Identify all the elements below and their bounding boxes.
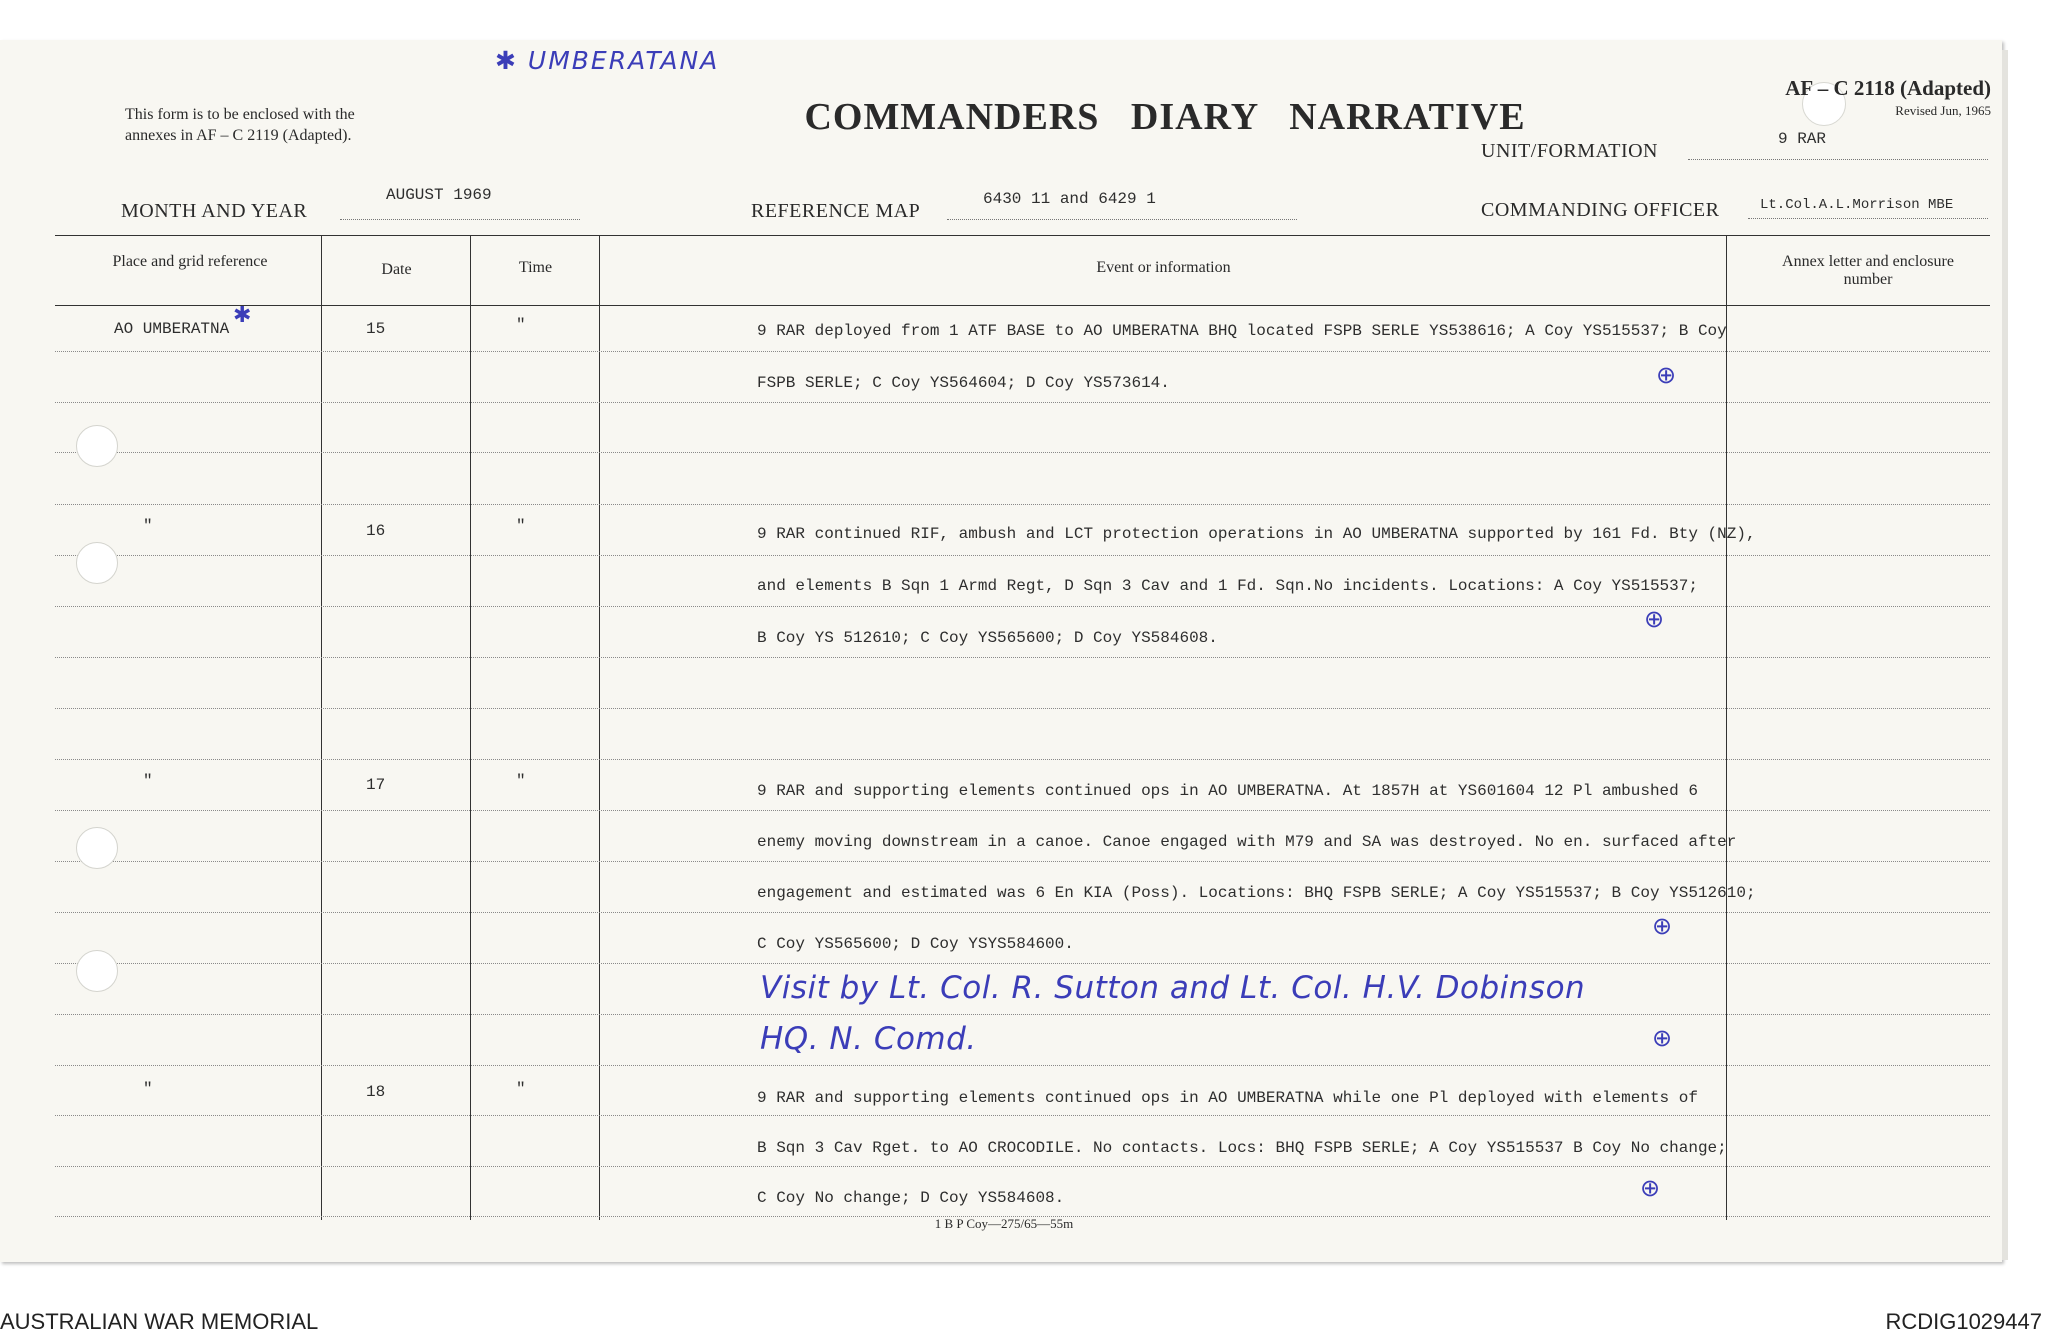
commanding-officer-label: COMMANDING OFFICER	[1481, 199, 1720, 221]
event-line: 9 RAR deployed from 1 ATF BASE to AO UMBERATNA BHQ located FSPB SERLE YS538616; A Coy YS515537; B Coy	[757, 322, 1727, 340]
entry-event-text	[757, 1085, 1727, 1211]
table-header-rule	[55, 305, 1990, 306]
asterisk-mark: ✱	[233, 303, 252, 328]
archive-record-id: RCDIG1029447	[1885, 1309, 2042, 1334]
map-dotted-line	[947, 218, 1297, 220]
month-year-value: AUGUST 1969	[386, 186, 492, 204]
reference-map-value: 6430 11 and 6429 1	[983, 190, 1156, 208]
event-line: and elements B Sqn 1 Armd Regt, D Sqn 3 Cav and 1 Fd. Sqn.No incidents. Locations: A Coy YS515537;	[757, 577, 1698, 595]
entry-place: "	[143, 772, 153, 790]
event-line: C Coy No change; D Coy YS584608.	[757, 1189, 1065, 1207]
column-header-date: Date	[381, 261, 412, 278]
entry-time: "	[516, 1080, 526, 1098]
entry-event-text	[757, 778, 1756, 957]
event-line: enemy moving downstream in a canoe. Canoe engaged with M79 and SA was destroyed. No en. surfaced after	[757, 833, 1737, 851]
column-header-annex: Annex letter and enclosure number	[1782, 253, 1954, 288]
entry-date: 18	[366, 1083, 386, 1101]
ruled-line	[55, 708, 1990, 709]
punch-hole	[76, 425, 118, 467]
entry-place: "	[143, 517, 153, 535]
handwritten-visit-note: Visit by Lt. Col. R. Sutton and Lt. Col. H.V. Dobinson	[760, 970, 1586, 1006]
form-number: AF – C 2118 (Adapted)	[1785, 76, 1991, 100]
handwritten-visit-note-hq: HQ. N. Comd.	[760, 1021, 977, 1057]
co-dotted-line	[1748, 217, 1988, 219]
column-divider-time-event	[599, 235, 600, 1220]
diary-form-sheet	[0, 40, 2002, 1262]
event-line: 9 RAR continued RIF, ambush and LCT protection operations in AO UMBERATNA supported by 161 Fd. Bty (NZ),	[757, 525, 1756, 543]
event-line: B Coy YS 512610; C Coy YS565600; D Coy YS584608.	[757, 629, 1218, 647]
ruled-line	[55, 452, 1990, 453]
table-top-rule	[55, 235, 1990, 236]
unit-value: 9 RAR	[1778, 130, 1827, 148]
entry-date: 16	[366, 522, 386, 540]
entry-event-text	[757, 521, 1756, 651]
entry-place: AO UMBERATNA	[114, 320, 230, 338]
ruled-line	[55, 504, 1990, 505]
form-title: COMMANDERS DIARY NARRATIVE	[804, 96, 1526, 138]
initials-mark: ⊕	[1644, 605, 1665, 633]
event-line: B Sqn 3 Cav Rget. to AO CROCODILE. No contacts. Locs: BHQ FSPB SERLE; A Coy YS515537 B Coy No change;	[757, 1139, 1727, 1157]
ruled-line	[55, 1065, 1990, 1066]
entry-event-text	[757, 318, 1727, 396]
column-header-time: Time	[518, 259, 553, 276]
ruled-line	[55, 759, 1990, 760]
initials-mark: ⊕	[1656, 361, 1677, 389]
entry-time: "	[516, 316, 526, 334]
punch-hole	[76, 950, 118, 992]
enclosure-note-line-1: This form is to be enclosed with the	[125, 106, 355, 123]
archive-credit: AUSTRALIAN WAR MEMORIAL	[0, 1309, 319, 1334]
unit-label: UNIT/FORMATION	[1481, 140, 1658, 162]
commanding-officer-value: Lt.Col.A.L.Morrison MBE	[1760, 197, 1954, 213]
printer-line: 1 B P Coy—275/65—55m	[934, 1216, 1074, 1231]
initials-mark: ⊕	[1652, 1024, 1673, 1052]
initials-mark: ⊕	[1652, 912, 1673, 940]
entry-time: "	[516, 517, 526, 535]
unit-dotted-line	[1688, 158, 1988, 160]
handwritten-operation-name: ✱ UMBERATANA	[495, 46, 720, 75]
ruled-line	[55, 657, 1990, 658]
column-header-event: Event or information	[1096, 259, 1231, 276]
month-year-label: MONTH AND YEAR	[121, 200, 308, 222]
punch-hole	[76, 542, 118, 584]
reference-map-label: REFERENCE MAP	[751, 200, 921, 222]
event-line: FSPB SERLE; C Coy YS564604; D Coy YS573614.	[757, 374, 1170, 392]
ruled-line	[55, 1014, 1990, 1015]
initials-mark: ⊕	[1640, 1174, 1661, 1202]
event-line: engagement and estimated was 6 En KIA (Poss). Locations: BHQ FSPB SERLE; A Coy YS515537; B Coy YS512610;	[757, 884, 1756, 902]
entry-place: "	[143, 1080, 153, 1098]
column-divider-place-date	[321, 235, 322, 1220]
entry-date: 17	[366, 776, 386, 794]
enclosure-note-line-2: annexes in AF – C 2119 (Adapted).	[125, 127, 352, 144]
revision-date: Revised Jun, 1965	[1895, 103, 1991, 118]
month-dotted-line	[340, 218, 580, 220]
entry-time: "	[516, 772, 526, 790]
ruled-line	[55, 402, 1990, 403]
event-line: 9 RAR and supporting elements continued ops in AO UMBERATNA while one Pl deployed with elements of	[757, 1089, 1698, 1107]
column-header-place: Place and grid reference	[112, 253, 268, 270]
sheet-edge	[2002, 50, 2008, 1260]
column-divider-date-time	[470, 235, 471, 1220]
event-line: C Coy YS565600; D Coy YSYS584600.	[757, 935, 1074, 953]
entry-date: 15	[366, 320, 386, 338]
ruled-line	[55, 963, 1990, 964]
event-line: 9 RAR and supporting elements continued ops in AO UMBERATNA. At 1857H at YS601604 12 Pl ambushed 6	[757, 782, 1698, 800]
punch-hole	[76, 827, 118, 869]
